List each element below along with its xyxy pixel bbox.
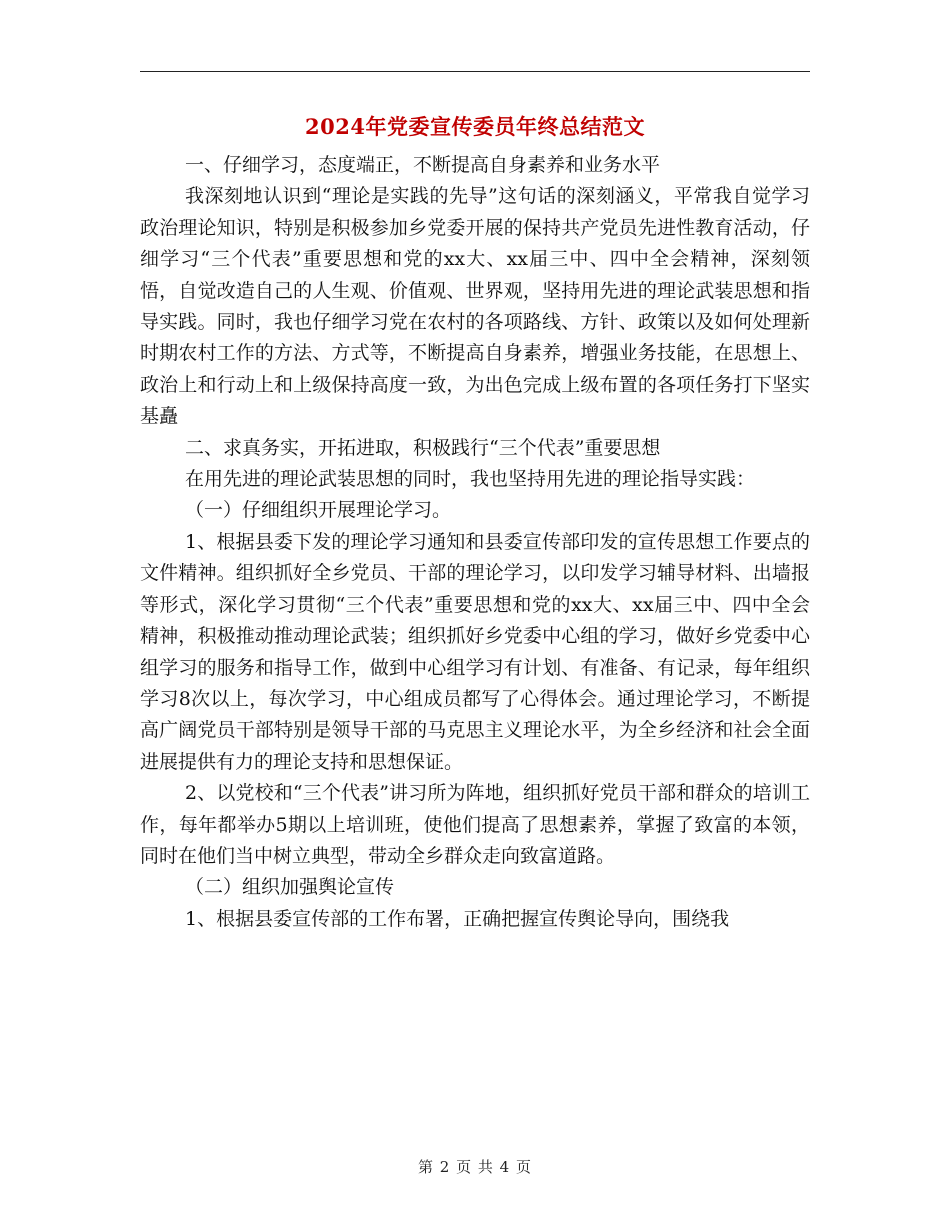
paragraph: 1、根据县委下发的理论学习通知和县委宣传部印发的宣传思想工作要点的文件精神。组织抓好全乡党员、干部的理论学习，以印发学习辅导材料、出墙报等形式，深化学习贯彻“三个代表”重要思想和党的xx大、xx届三中、四中全会精神，积极推动推动理论武装；组织抓好乡党委中心组的学习，做好乡党委中心组学习的服务和指导工作，做到中心组学习有计划、有准备、有记录，每年组织学习8次以上，每次学习，中心组成员都写了心得体会。通过理论学习，不断提高广阔党员干部特别是领导干部的马克思主义理论水平，为全乡经济和社会全面进展提供有力的理论支持和思想保证。 <box>140 530 810 773</box>
document-body <box>140 150 810 935</box>
paragraph: 1、根据县委宣传部的工作布署，正确把握宣传舆论导向，围绕我 <box>185 907 730 930</box>
document-title: 2024年党委宣传委员年终总结范文 <box>305 114 645 139</box>
section-heading-1: 一、仔细学习，态度端正，不断提高自身素养和业务水平 <box>185 154 661 176</box>
subsection-heading-1: （一）仔细组织开展理论学习。 <box>185 499 452 522</box>
section-heading-2: 二、求真务实，开拓进取，积极践行“三个代表”重要思想 <box>185 436 661 459</box>
subsection-heading-2: （二）组织加强舆论宣传 <box>185 876 395 899</box>
paragraph: 在用先进的理论武装思想的同时，我也坚持用先进的理论指导实践： <box>185 468 756 491</box>
paragraph: 2、以党校和“三个代表”讲习所为阵地，组织抓好党员干部和群众的培训工作，每年都举办5期以上培训班，使他们提高了思想素养，掌握了致富的本领，同时在他们当中树立典型，带动全乡群众走向致富道路。 <box>140 782 810 867</box>
page-footer: 第 2 页 共 4 页 <box>418 1158 532 1176</box>
paragraph: 我深刻地认识到“理论是实践的先导”这句话的深刻涵义，平常我自觉学习政治理论知识，特别是积极参加乡党委开展的保持共产党员先进性教育活动，仔细学习“三个代表”重要思想和党的xx大、xx届三中、四中全会精神，深刻领悟，自觉改造自己的人生观、价值观、世界观，坚持用先进的理论武装思想和指导实践。同时，我也仔细学习党在农村的各项路线、方针、政策以及如何处理新时期农村工作的方法、方式等，不断提高自身素养，增强业务技能，在思想上、政治上和行动上和上级保持高度一致，为出色完成上级布置的各项任务打下坚实基矗 <box>140 185 810 428</box>
header-rule <box>140 71 810 72</box>
